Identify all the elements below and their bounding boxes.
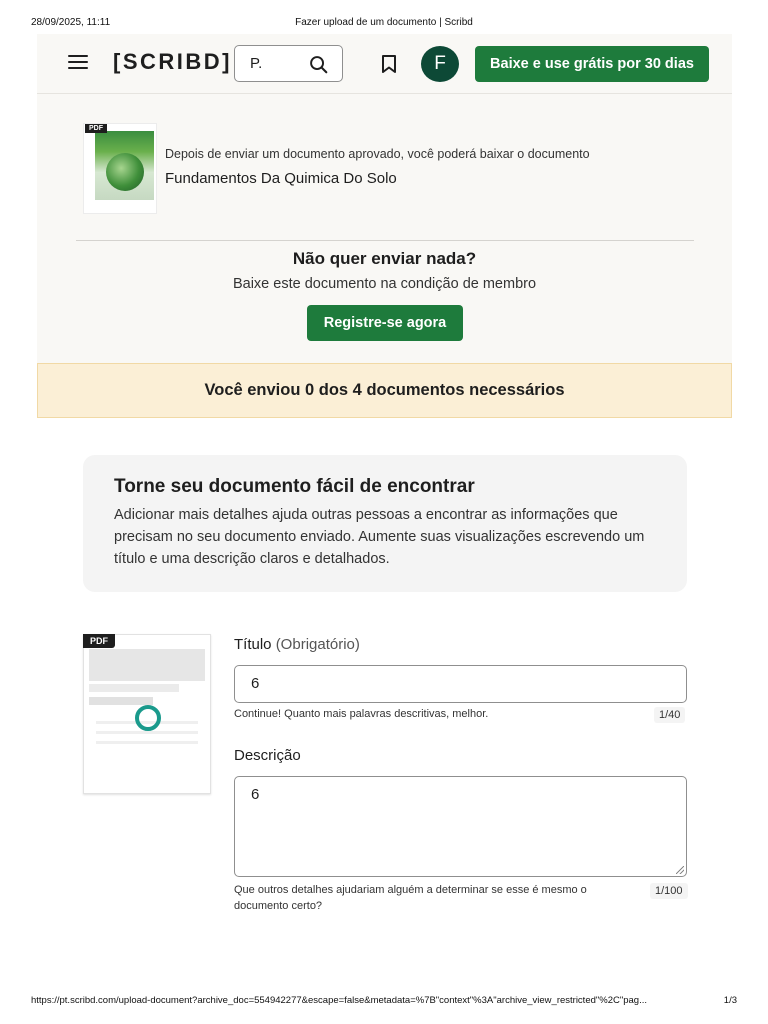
tips-card bbox=[83, 455, 687, 592]
title-hint: Continue! Quanto mais palavras descritivas, melhor. bbox=[234, 708, 489, 720]
title-input[interactable]: 6 bbox=[234, 665, 687, 703]
bookmark-icon[interactable] bbox=[380, 54, 398, 74]
preview-line bbox=[89, 684, 179, 692]
menu-icon[interactable] bbox=[68, 55, 88, 71]
preview-block bbox=[89, 649, 205, 681]
description-hint-line: Que outros detalhes ajudariam alguém a determinar se esse é mesmo o bbox=[234, 884, 587, 896]
title-label bbox=[234, 636, 360, 653]
globe-image bbox=[106, 153, 144, 191]
preview-line bbox=[89, 697, 153, 705]
document-thumbnail[interactable] bbox=[83, 123, 157, 214]
print-date: 28/09/2025, 11:11 bbox=[31, 17, 111, 28]
search-input-value: P. bbox=[250, 55, 263, 72]
preview-line bbox=[96, 731, 198, 734]
description-value: 6 bbox=[251, 786, 260, 803]
pdf-badge: PDF bbox=[85, 124, 107, 133]
unlock-note: Depois de enviar um documento aprovado, você poderá baixar o documento bbox=[165, 147, 590, 161]
description-hint-line: documento certo? bbox=[234, 900, 323, 912]
preview-line bbox=[96, 741, 198, 744]
description-label: Descrição bbox=[234, 747, 301, 764]
divider bbox=[76, 240, 694, 241]
print-url: https://pt.scribd.com/upload-document?archive_doc=554942277&escape=false&metadata=%7B"context"%3A"archive_view_restricted"%2C"pag... bbox=[31, 995, 647, 1006]
resize-handle-icon[interactable] bbox=[676, 866, 684, 874]
description-textarea[interactable] bbox=[234, 776, 687, 877]
scribd-logo[interactable]: [SCRIBD] bbox=[113, 49, 232, 74]
tips-body: Adicionar mais detalhes ajuda outras pessoas a encontrar as informações que precisam no seu documento enviado. Aumente suas visualizações escrevendo um título e uma descrição claros e detalhados. bbox=[114, 507, 645, 567]
print-page-title: Fazer upload de um documento | Scribd bbox=[295, 17, 473, 28]
print-page-number: 1/3 bbox=[723, 995, 737, 1006]
required-marker: (Obrigatório) bbox=[275, 636, 360, 653]
tips-heading: Torne seu documento fácil de encontrar bbox=[114, 476, 475, 497]
search-input[interactable] bbox=[234, 45, 343, 82]
member-download-text: Baixe este documento na condição de membro bbox=[232, 276, 537, 292]
no-upload-question: Não quer enviar nada? bbox=[292, 249, 477, 268]
free-trial-button[interactable]: Baixe e use grátis por 30 dias bbox=[475, 46, 709, 82]
pdf-badge: PDF bbox=[83, 634, 115, 648]
description-char-counter: 1/100 bbox=[650, 883, 688, 899]
document-preview bbox=[83, 634, 211, 794]
top-navigation bbox=[37, 34, 732, 94]
upload-progress-banner: Você enviou 0 dos 4 documentos necessários bbox=[37, 363, 732, 418]
loading-spinner-icon bbox=[135, 705, 161, 731]
register-button[interactable]: Registre-se agora bbox=[307, 305, 463, 341]
search-icon[interactable] bbox=[309, 55, 328, 74]
title-label-text: Título bbox=[234, 636, 272, 653]
description-hint bbox=[234, 882, 587, 914]
user-avatar[interactable]: F bbox=[421, 46, 459, 82]
document-title: Fundamentos Da Quimica Do Solo bbox=[165, 170, 397, 187]
print-footer bbox=[31, 995, 737, 1009]
title-char-counter: 1/40 bbox=[654, 707, 685, 723]
print-header bbox=[31, 17, 737, 31]
upload-to-unlock-card bbox=[37, 94, 732, 363]
